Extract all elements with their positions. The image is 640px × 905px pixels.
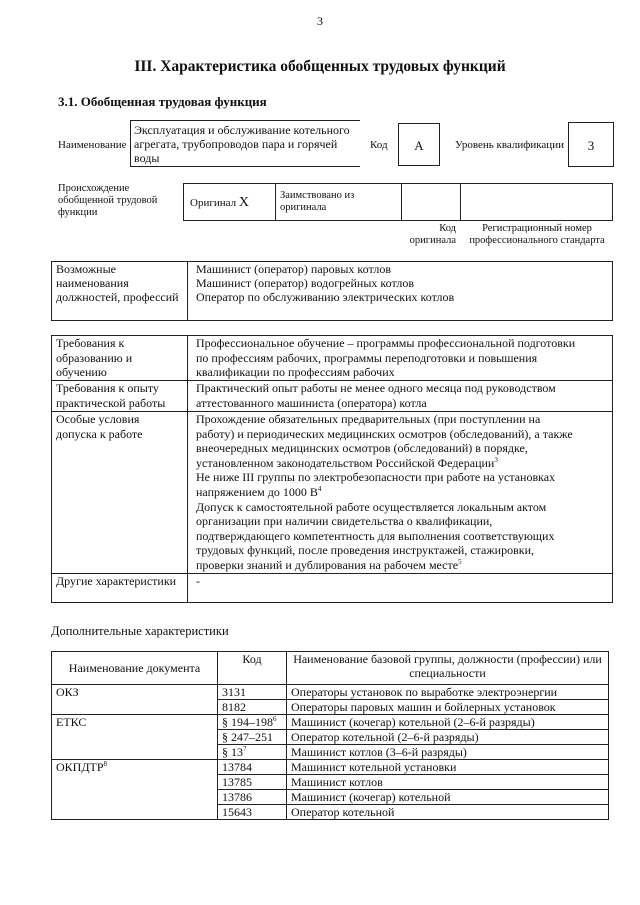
row-doc [52,745,218,760]
section-title: III. Характеристика обобщенных трудовых функций [134,58,506,75]
row-doc [52,730,218,745]
row-name: Машинист (кочегар) котельной [287,790,609,805]
special-conditions-value: Прохождение обязательных предварительных (при поступлении на работу) и периодических медицинских осмотров (обследований), а также внеочередных медицинских осмотров (обследований) в порядке, установленном законодательством Российской Федерации$^3$ Не ниже III группы по электробезопасности при работе на установках напряжением до 1000 $В^4$ Допуск к самостоятельной работе осуществляется локальным актом организации при наличии свидетельства о квалификации, подтверждающего компетентность для выполнения соответствующих трудовых функций, после проведения инструктажей, стажировки, проверки знаний и дублирования на рабочем месте$^5$ [188,412,613,574]
borrowed-label: Заимствовано из оригинала [280,190,355,213]
positions-table [51,261,613,321]
origin-box [183,183,613,221]
additional-title: Дополнительные характеристики [51,624,229,638]
row-name: Оператор котельной [287,805,609,820]
table-row [52,700,609,715]
level-label: Уровень квалификации [455,139,564,151]
education-label: Требования к образованию и обучению [52,336,188,381]
footnote-ref: 3 [494,455,498,464]
row-code: § $194-198^6$ [218,715,287,730]
row-name: Операторы установок по выработке электроэнергии [287,685,609,700]
name-label: Наименование [58,139,127,151]
table-row [52,760,609,775]
row-doc: ОКЗ [52,685,218,700]
function-name: Эксплуатация и обслуживание котельного агрегата, трубопроводов пара и горячей воды [130,120,360,167]
row-doc: ОКПДТР$^8$ [52,760,218,775]
row-name: Машинист котлов (3–6-й разряды) [287,745,609,760]
position-item: Машинист (оператор) водогрейных котлов [196,276,415,290]
origin-label: Происхождение обобщенной трудовой функции [58,183,158,218]
experience-value: Практический опыт работы не менее одного месяца под руководством аттестованного машиниста (оператора) котла [188,381,613,412]
table-row [52,685,609,700]
subsection-title: 3.1. Обобщенная трудовая функция [58,94,267,109]
table-row [52,730,609,745]
other-label: Другие характеристики [52,573,188,602]
additional-table [51,651,609,820]
row-doc [52,805,218,820]
row-code: 8182 [218,700,287,715]
footnote-ref: 5 [458,557,462,566]
requirements-table [51,335,613,603]
row-name: Машинист котлов [287,775,609,790]
position-item: Машинист (оператор) паровых котлов [196,262,392,276]
footnote-ref: 4 [317,484,322,493]
row-code: 15643 [218,805,287,820]
row-code: 3131 [218,685,287,700]
table-row [52,715,609,730]
row-doc [52,775,218,790]
page-number: 3 [317,14,323,28]
header-name: Наименование базовой группы, должности (профессии) или специальности [287,652,609,685]
code-label: Код [370,139,388,151]
row-doc [52,790,218,805]
experience-label: Требования к опыту практической работы [52,381,188,412]
reg-number-caption: Регистрационный номер профессионального стандарта [469,223,605,246]
table-row [52,775,609,790]
code-original-caption: Код оригинала [409,223,456,246]
other-value: - [188,573,613,602]
table-row [52,790,609,805]
row-code: § 247–251 [218,730,287,745]
positions-list [188,262,613,321]
row-name: Машинист котельной установки [287,760,609,775]
row-name: Операторы паровых машин и бойлерных установок [287,700,609,715]
header-doc: Наименование документа [52,652,218,685]
qualification-level: 3 [568,122,614,167]
table-row [52,805,609,820]
row-code: 13785 [218,775,287,790]
row-name: Оператор котельной (2–6-й разряды) [287,730,609,745]
table-row [52,745,609,760]
row-name: Машинист (кочегар) котельной (2–6-й разряды) [287,715,609,730]
education-value: Профессиональное обучение – программы профессиональной подготовки по профессиям рабочих, программы переподготовки и повышения квалификации по профессиям рабочих [188,336,613,381]
original-mark: X [238,195,249,210]
row-code: § $13^7$ [218,745,287,760]
header-code: Код [218,652,287,685]
row-code: 13784 [218,760,287,775]
row-code: 13786 [218,790,287,805]
function-code: А [398,123,440,166]
row-doc: ЕТКС [52,715,218,730]
special-conditions-label: Особые условия допуска к работе [52,412,188,574]
positions-label: Возможные наименования должностей, профессий [52,262,188,321]
position-item: Оператор по обслуживанию электрических котлов [196,290,455,304]
row-doc [52,700,218,715]
original-label: Оригинал [190,197,237,209]
